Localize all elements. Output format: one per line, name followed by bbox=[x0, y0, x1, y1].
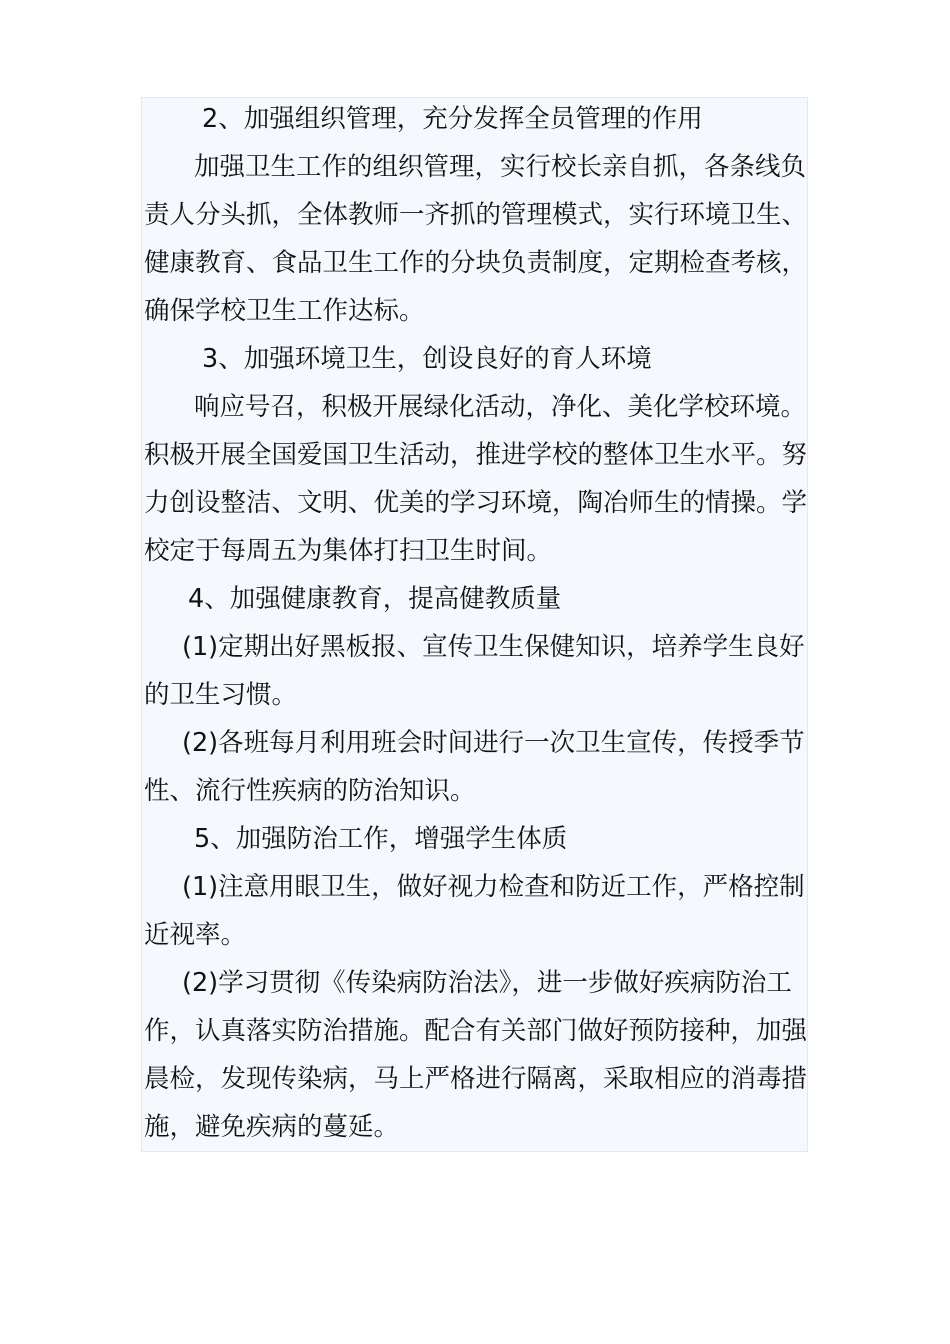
paragraph-line: 健康教育、食品卫生工作的分块负责制度，定期检查考核， bbox=[144, 248, 808, 278]
heading-section-2: 2、加强组织管理，充分发挥全员管理的作用 bbox=[202, 104, 703, 134]
paragraph-line: 加强卫生工作的组织管理，实行校长亲自抓，各条线负 bbox=[194, 152, 807, 182]
heading-section-4: 4、加强健康教育，提高健教质量 bbox=[188, 584, 562, 614]
list-item-line: (1)注意用眼卫生，做好视力检查和防近工作，严格控制 bbox=[182, 872, 805, 902]
list-item-line: 性、流行性疾病的防治知识。 bbox=[144, 776, 476, 806]
paragraph-line: 校定于每周五为集体打扫卫生时间。 bbox=[144, 536, 553, 566]
list-item-line: (1)定期出好黑板报、宣传卫生保健知识，培养学生良好 bbox=[182, 632, 805, 662]
list-item-line: 的卫生习惯。 bbox=[144, 680, 298, 710]
list-item-line: (2)学习贯彻《传染病防治法》，进一步做好疾病防治工 bbox=[182, 968, 792, 998]
list-item-line: 作，认真落实防治措施。配合有关部门做好预防接种，加强 bbox=[144, 1016, 808, 1046]
paragraph-line: 责人分头抓，全体教师一齐抓的管理模式，实行环境卫生、 bbox=[144, 200, 808, 230]
paragraph-line: 积极开展全国爱国卫生活动，推进学校的整体卫生水平。努 bbox=[144, 440, 808, 470]
list-item-line: 近视率。 bbox=[144, 920, 247, 950]
paragraph-line: 力创设整洁、文明、优美的学习环境，陶冶师生的情操。学 bbox=[144, 488, 808, 518]
list-item-line: 施，避免疾病的蔓延。 bbox=[144, 1112, 400, 1142]
paragraph-line: 确保学校卫生工作达标。 bbox=[144, 296, 425, 326]
heading-section-3: 3、加强环境卫生，创设良好的育人环境 bbox=[202, 344, 652, 374]
list-item-line: 晨检，发现传染病，马上严格进行隔离，采取相应的消毒措 bbox=[144, 1064, 808, 1094]
document-body bbox=[141, 97, 808, 1152]
list-item-line: (2)各班每月利用班会时间进行一次卫生宣传，传授季节 bbox=[182, 728, 805, 758]
paragraph-line: 响应号召，积极开展绿化活动，净化、美化学校环境。 bbox=[194, 392, 807, 422]
heading-section-5: 5、加强防治工作，增强学生体质 bbox=[194, 824, 568, 854]
